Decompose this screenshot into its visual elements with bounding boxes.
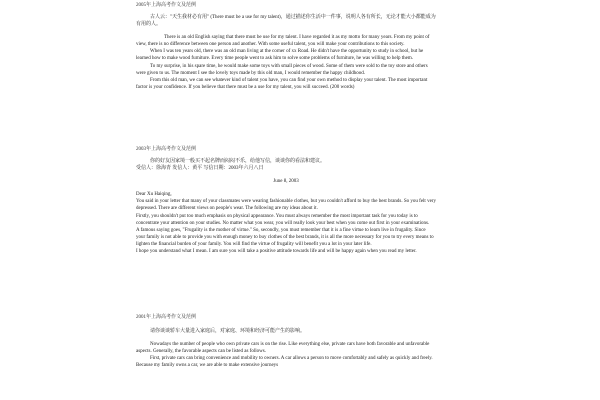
section2-body bbox=[136, 158, 436, 255]
section2-prompt: 你的好友因家境一般买不起名牌而闷闷不乐，给他写信，谈谈你的看法和建议。 bbox=[150, 159, 326, 164]
letter-line: You said in your letter that many of your classmates were wearing fashionable clothes, but you couldn't afford to buy the best brands. So you felt very depressed. There are different views on people's wear. The following are my ideas about it. bbox=[136, 199, 436, 212]
section2-meta: 受信人：徐海青 发信人：黄平 写信日期：2003年六月八日 bbox=[136, 166, 264, 172]
letter-line: A famous saying goes, "Frugality is the mother of virtue." So, secondly, you must remember that it is a fine virtue to learn live in frugality. Since your family is not able to provide you with enough money to buy clothes of the best brands, it is all the more necessary for you to try every means to lighten the financial burden of your family. You will find the virtue of frugality will benefit you a lot in your later life. bbox=[136, 227, 434, 247]
section1-paragraph: There is an old English saying that there must be use for my talent. I have regarded it as my motto for many years. From my point of view, there is no difference between one person and another. With some useful talent, you will make your contributions to this society. bbox=[136, 35, 430, 48]
letter-line: Firstly, you shouldn't put too much emphasis on physical appearance. You must always remember the most important task for you today is to concentrate your attention on your studies. No matter what you wear, you will really look your best when you come out first in your examinations. bbox=[136, 213, 430, 226]
section3-paragraph: First, private cars can bring convenience and mobility to owners. A car allows a person to move comfortably and safely as quickly and freely. Because my family owns a car, we are able to make extensive journeys bbox=[136, 356, 433, 369]
section2-title: 2003年上海高考作文及范例 bbox=[136, 147, 197, 152]
section1-paragraph: When I was ten years old, there was an old man living at the corner of xx Road. He didn't have the opportunity to study in school, but he learned how to make wood furniture. Every time people went to ask him to solve some problems of furniture, he was willing to help them. bbox=[136, 49, 424, 62]
section1-title: 2005年上海高考作文及范例 bbox=[136, 3, 197, 8]
section3-title: 2001年上海高考作文及范例 bbox=[136, 315, 197, 320]
section1-prompt: 古人云："天生我材必有用" (There must be a use for my talent)，通过描述你生活中一件事，说明人各有所长，无论才能大小都能成为有用的人。 bbox=[136, 15, 436, 28]
section3-prompt: 请你谈谈轿车大量进入家庭后，对家庭、环境和经济可能产生的影响。 bbox=[150, 329, 306, 334]
section1-paragraph: From this old man, we can see whatever kind of talent you have, you can find your own method to display your talent. The most important factor is your confidence. If you believe that there must be a use for my talent, you will succeed. (200 words) bbox=[136, 77, 428, 90]
section3-body bbox=[136, 328, 436, 369]
section1-body bbox=[136, 14, 436, 91]
letter-date: June 8, 2003 bbox=[273, 179, 299, 185]
letter-line: I hope you understand what I mean. I am sure you will take a positive attitude towards life and will be happy again when you read my letter. bbox=[136, 249, 417, 255]
section1-paragraph: To my surprise, in his spare time, he would make some toys with small pieces of wood. Some of them were sold to the toy store and others were given to us. The moment I see the lovely toys made by this old man, I would remember the happy childhood. bbox=[136, 63, 428, 76]
letter-salutation: Dear Xu Haiqing, bbox=[136, 192, 172, 198]
section3-paragraph: Nowadays the number of people who own private cars is on the rise. Like everything else, private cars have both favorable and unfavorable aspects. Generally, the favorable aspects can be listed as follows. bbox=[136, 342, 430, 355]
